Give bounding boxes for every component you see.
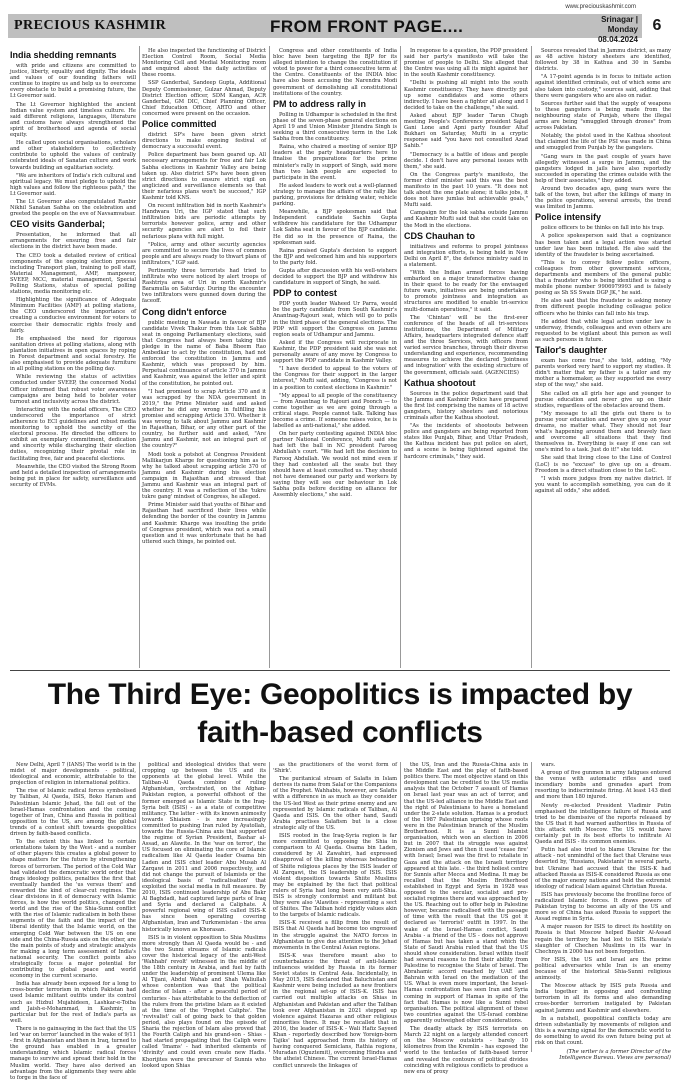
masthead [8, 2, 672, 42]
paragraph: with pride and citizens are committed to justice, liberty, equality and dignity. The ideals and values of our founding fathers will continue to inspire us and help us to overcome every obstacle to build a promising future, the Lt Governor said. [10, 63, 136, 100]
paragraph: Sources further said that the supply of weapons to these gangsters is being made from the neighbouring state of Punjab, where the illegal arms are being "smuggled through drones" from across Pakistan. [535, 100, 671, 132]
paragraph: New Delhi, April 7 (IANS) The world is in the midst of major developments - political, ideological and economic, attributable to the projection of religion in international politics. [10, 762, 136, 787]
section-title: FROM FRONT PAGE.... [270, 17, 464, 36]
paragraph: ISIS rooted in the Iraq-Syria region is far more committed to opposing the Shia in comparison to Al Qaeda. Osama bin Laden, considered by Al Zawahiri, had expressed disapproval of the killing whereas beheading of Shiite religious places by the ISIS leader of Al Zarqawi, the IS leadership of ISIS. ISIS violent disposition towards Shiite Muslims may be explained by the fact that political rulers of Syria had long been very anti-Shia. ISIS is strongly conformist and militant but they were also 'Alawites - representing a sect of Shiites. The Taliban hold rigidly values akin to the targets of Islamic radicals. [273, 833, 397, 919]
article-column-5 [535, 762, 672, 1062]
paragraph: Interacting with the nodal officers, The CEO underscored the importance of strict adherence to ECI guidelines and robust media monitoring to uphold the sanctity of the electoral process. He directed the officers to exhibit an exemplary commitment, dedication and sincerity while discharging their election duties, recognizing their pivotal role in facilitating free, fair and peaceful elections. [10, 406, 136, 462]
story-heading: PM to address rally in [273, 98, 367, 109]
paragraph: ISIS-K was therefore meant also to counterbalance the threat of anti-Islamic influences wielded by Russia in its former Soviet states in Central Asia. Incidentally, in May 2015, ISIS declared that Baluchistan and Kashmir were being included as new frontiers in the regional set-up of ISIS-K. ISIS has carried out multiple attacks on Shias in Afghanistan and Pakistan and after the Taliban took over Afghanistan in 2021 stepped up violence against Hazaras and other religious minorities there. It may be recalled that in 2016, the leader of ISIS-K - Wali Hafiz Sayeed Khan - reportedly described how 'foreign-born Tajiks' had approached from its history of having conquered Semiclans, Rathia regions, Muradan (Oguztemit), overcoming Hindus and the atheist Chinese. The current Israel-Hamas conflict unravels the linkages of [273, 952, 397, 1069]
paragraph: On the Congress party's manifesto, the former chief minister said this was the best manifesto in the past 10 years. "It does not talk about the one plate alone; it talks jobs, it does not have jumlas but achievable goals," Mufti said. [404, 171, 528, 209]
paragraph: "My message to all the girls out there is to pursue your education and never give up on your dreams, no matter what. They should not fear what's happening around them and bravely face and overcome all situations that they find themselves in. Everything is easy if one can set one's mind to a task. Just do it!" she told. [535, 410, 671, 454]
paragraph: public meeting in Nawada in favour of BJP candidate Vivek Thakur from this Lok Sabha seat in ongoing Parliamentary elections, said that Congress had always been taking this pledge in the name of Baba Bheem Rao Ambedkar to act by the constitution, had not enforced the constitution in Jammu and Kashmir, which was proposed by him. Perpetual continuance of article 370 in Jammu and Kashmir, was against the letter and spirit of the constitution, he pointed out. [142, 319, 266, 387]
column-divider [269, 46, 270, 668]
article-column-3 [273, 762, 397, 1069]
story-heading: Tailor's daughter [535, 345, 607, 356]
paragraph: "Delhi is pushing all might into the south Kashmir constituency. They have directly put up some candidates and some others indirectly. I have been a fighter all along and I decided to take on the challenge," she said. [404, 80, 528, 111]
column-divider [400, 46, 401, 668]
paragraph: Notably, the pistol used in the Kathua shootout that claimed the life of the PSI was made in China and smuggled from Punjab by the gangsters. [535, 133, 671, 152]
column-3 [273, 48, 397, 668]
paragraph: The deadly attack by ISIS terrorists on March 22 night on a largely attended concert on the Moscow outskirts - barely 10 kilometres from the Kremlin - has exposed the world to the tentacles of faith-based terror and revealed the contours of political divides coinciding with religious conflicts to produce a new era of proxy [404, 1026, 528, 1075]
paragraph: She called on all girls her age and younger to pursue education and never give up on their studies, regardless of the obstacles around them. [535, 390, 671, 409]
paragraph: Highlighting the significance of Adequate Minimum Facilities (AMF) at polling stations, the CEO underscored the importance of creating a conducive environment for voters to exercise their democratic rights freely and fairly. [10, 297, 136, 334]
column-divider [531, 46, 532, 668]
story-heading: CEO visits Ganderbal; [10, 219, 106, 230]
paragraph: the US, Iran and the Russia-China axis in the Middle East and the play of faith-based politics there. The most objective stand on this development can be credited to the US media analysis that the October 7 assault of Hamas on Israel last year was an act of terror, and that the US-led alliance in the Middle East and the right of Palestinians to have a homeland under the 2-state solution. Hamas is a product of the 1987 Palestinian uprising whose roots were in the Palestinian branch of the Muslim Brotherhood. It is a Sunni Islamist organisation, which won an election in 2006 but in 2007 that its struggle was against Zionism and Jews and then it used 'cease fire' with Israel; Israel was the first to retaliate in Gaza and the attack on the Israeli territory appeared at this late. - the third holiest centre for Sunnis after Mecca and Medina. It may be recalled that the Muslim Brotherhood established in Egypt and Syria in 1928 was opposed to the secular, socialist and pro-socialist regimes there and was approached by the US. Reaching out to offer help in Palestine however, became radicalised with the passage of time with the result that the US got it declared as 'terrorist' outfit in 1997. In the wake of the Israel-Hamas conflict, Saudi Arabia - a friend of the US - does not approve of Hamas but has taken a stand which the State of Saudi Arabia ruled that that the US should show consideration. Israel within itself had several reasons to find their ability from Palestine to recognise the State of Israel. The Abrahamic accord reached by UAE and Bahrain with Israel on the mediation of the US. What is even more important, the Israel-Hamas confrontation has seen Iran and Syria coming in support of Hamas in spite of the fact that Hamas is now like a Sunni rebel organisation. The political alignment of these two countries against the US-Israel combine apparently outweighed other considerations. [404, 762, 528, 1024]
paragraph: While reviewing the status of activities conducted under SVEEP, the concerned Nodal Officer informed that robust voter awareness campaigns are being held to bolster voter turnout and inclusivity across the district. [10, 374, 136, 405]
section-divider [10, 670, 670, 671]
story-heading: PDP to contest [273, 288, 337, 299]
paragraph: Gupta after discussion with his well-wishers decided to support the BJP and withdrew his candidature in support of Singh, he said. [273, 268, 397, 287]
paragraph: Asked about BJP leader Tarun Chugh meeting People's Conference president Sajad Gani Lone and Apni party founder Altaf Bukhari on Saturday, Mufti in a cryptic response said "you have not consulted Azad Sahib." [404, 112, 528, 150]
paragraph: "Gang wars in the past couple of years have allegedly witnessed a surge in Jammu, and the gangsters lodged in jails have also reportedly succeeded in operating the crimes outside with the help of their associates," they added. [535, 153, 671, 184]
paragraph: Meanwhile, the CEO visited the Strong Room and held a detailed inspection of arrangements being put in place for safety, surveillance and security of EVMs. [10, 463, 136, 488]
paragraph: Prime Minister said that youths of Bihar and Rajasthan had sacrificed their lives while defending the border of the country in Jammu and Kashmir. Kharge was insulting the pride of Congress president, which was not a small question and it was unfortunate that he had uttered such things, he pointed out. [142, 502, 266, 545]
column-1 [10, 48, 136, 668]
paragraph: ISIS is in violent opposition to Shia Muslims more strongly than Al Qaeda would be - and the two Sunni streams of Islamic radicals cover the historical legacy of the anti-West 'Wahhabi' revolt' witnessed in the middle of the 18th century in Arabia, and fuel by faith under the leadership of prominent Ulema like Al Tijani, Abdul Wahab and Shah Waliullah whose contention was that the political decline of Islam - after a peaceful period of centuries - has attributable to the deflection of the rulers from the pristine Islam as it existed at the time of the 'Prophet Caliphs'. The 'revivalist' call of going back to that golden period, also plays found on the episode of Sharia the rejection of Islam also proved that the Fourth Caliph and his grand-son - Shias - had started propagating that the Caliph were called 'Imams' - had inherited elements of 'divinity' and could even create new Hadis. Khorijites were the precursor of Sunnis who looked upon Shias [142, 934, 266, 1069]
paragraph: He asked leaders to work out a well-planned strategy to manage the affairs of the rally like parking, provisions for drinking water, vehicle parking. [273, 182, 397, 208]
paragraph: "We are inheritors of India's rich cultural and spiritual legacy. We must pledge to uphold the high values and follow the righteous path," the Lt Governor said. [10, 172, 136, 197]
paragraph: Campaign for the lok sabha outside Jammu and Kashmir Mufti said that she could take on the Modi in the elections. [404, 210, 528, 229]
paragraph: initiatives and reforms to propel jointness and integration efforts, is being held in New Delhi on April 8", the defence ministry said in a statement. [404, 243, 528, 268]
column-5 [535, 48, 671, 668]
paragraph: In response to a question, the PDP president said her party's manifesto will take the promise of people to Delhi. She alleged that the Centre was using all its might against her in the south Kashmir constituency. [404, 48, 528, 79]
date-block [578, 15, 638, 45]
paragraph: Putin had also tried to blame Ukraine for the attack - not unmindful of the fact that Ukraine was deserted by, 'Russians, Pakistanis' in several parts, but Ukraine had accused that the ISIS-K had attacked Russia as ISIS-K considered Russia as one of the major enemy nations and held the extremist ideology of radical Islam against Christian Russia. [535, 847, 672, 890]
paragraph: A group of five gunmen in army fatigues entered the venue with automatic rifles and used incendiary bombs and grenades apart from resorting to indiscriminate firing. At least 143 died and more than 180 injured. [535, 770, 671, 801]
paragraph: To the extent this has linked to certain orientations taken by the West - and a number of other players this creates a global power to shape matters for the future by strengthening forces of terrorism. The period of the Cold War had validated the democratic world order that drags ideology politics, penalties the first that eventually handed the 'us versus them' and rewarded the kind of clear-cut regimes. The clear divisions in it of democracy with Islamic forces, is how the world politics, changed the world and the rise of the Shia-Sunni conflict with the rise of Islamic radicalism in both these segments of the faith and the impact of the liberal identity that the Islamic world, on the emerging Cold War between the US on one side and the China-Russia axis on the other, are the main points of study and strategic analysis for making a long term assessment of India's national security. The conflict points also strategically focus a major potential for contributing to global peace and world economy in the current scenario. [10, 839, 136, 980]
story-heading: Police committed [142, 119, 217, 130]
website-url: www.preciouskashmir.com [565, 4, 636, 10]
paragraph: district SP's have been given strict directions to make ongoing festival of democracy a successful event. [142, 132, 266, 151]
paragraph: The Moscow attack by ISIS puts Russia and India together in opposing and confronting terrorism in all its forms and also demanding cross-border terrorism instigated by Pakistan against Jammu and Kashmir and elsewhere. [535, 983, 671, 1014]
paragraph: as the practitioners of the worst form of 'Shirk'. [273, 762, 397, 775]
paragraph: "My appeal to all people of the constituency — from Anantnag to Rajouri and Poonch — to come together as we are going through a critical stage. People cannot talk. Talking has become a crime. If someone raises voice, he is labelled as anti-national," she added. [273, 392, 397, 430]
issue-date: 08.04.2024 [597, 35, 638, 44]
paragraph: There is no gainsaying in the fact that the US led 'war on terror' launched in the wake of 9/11 - first in Afghanistan and then in Iraq, turned to the ground has enabled in a greater understanding which Islamic radical forces manage to survive and spread their hold in the Muslim world. They have also derived an advantage from the alignments they were able to forge in the face of [10, 1025, 136, 1081]
article-column-2 [142, 762, 266, 1069]
paragraph: Polling in Udhampur is scheduled in the first phase of the seven-phase general elections on April 19 and Union Minister Jitendra Singh is seeking a third consecutive term in the Lok Sabha from the constituency. [273, 111, 397, 143]
paragraph: ISIS-K received a fillip from the result of ISIS that Al Qaeda had become too engrossed in the struggle against the NATO forces in Afghanistan to give due attention to the Jehad movements in the Central Asian regions. [273, 920, 397, 951]
column-divider [400, 762, 401, 1052]
paragraph: "This is to convey fellow police officers, colleagues from other government services, departments and members of the general public that a fraudster who is being identified is using a mobile phone number 9906979993 and is falsely posing as Sh SS Swain DGP JK," he said. [535, 259, 671, 297]
paragraph: He also inspected the functioning of District Election Control Room, Social Media Monitoring Cell and Medial Monitoring room and enquired about the daily activities of these rooms. [142, 48, 266, 79]
paragraph: A major reason for ISIS to direct its hostility on Russia is that Moscow helped Bashir Al-Assad regain the territory he had lost to ISIS. Russia's slaughter of Chechen Muslims in its war in Chechnya in 2000 has not been forgotten. [535, 924, 671, 955]
paragraph: "I have decided to appeal to the voters of the Congress for their support in the larger interest," Mufti said, adding, "Congress is not in a position to contest elections in Kashmir." [273, 366, 397, 391]
paragraph: He added that while legal action under law is underway, friends, colleagues and even others are requested to be vigilant about this person as well as such persons in future. [535, 318, 671, 343]
paragraph: ISIS has previously become the frontline force of radicalized Islamic forces. It draws powers of Pakistan trying to become an ally of the US and more so of China has asked Russia to support the Assad regime in Syria. [535, 891, 671, 923]
paragraph: "A 17-point agenda is in focus to initiate action against identified criminals, out of which some are also taken into custody," sources said, adding that there were gangsters who are also on radar. [535, 74, 671, 99]
paragraph: He emphasised the need for rigorous sanitation drives at polling stations, along with plantation initiatives in open spaces by roping in Forest department and social forestry. He also emphasised to provide adequate furniture in all polling stations on the polling day. [10, 335, 136, 373]
paragraph: Modi took a potshot at Congress President Mallikarjun Kharge for questioning him as to why he talked about scrapping article 370 of Jammu and Kashmir during his election campaign in Rajasthan and stressed that Jammu and Kashmir was an integral part of the country. It was a reflection of the 'tukre tukre gang' mindset of Congress, he alleged. [142, 451, 266, 501]
paragraph: The rise of Islamic radical forces symbolised by Taliban, Al Qaeda, ISIS, Boko Haram and Palestinian Islamic Jehad, the fall out of the Israel-Hamas confrontation and the coming together of Iran, China and Russia in political opposition to the US, are among the global trends of a contest shift towards geopolitics driven by faith-based conflicts. [10, 788, 136, 838]
paragraph: For ISIS, the US and Israel are the prime political adversaries while Iran is an enemy because of the historical Shia-Sunni religious animosity. [535, 956, 671, 982]
paragraph: police officers to be thinks on fall into his trap. [541, 225, 665, 232]
article-column-4 [404, 762, 528, 1075]
paragraph: He also said that the fraudster is asking money from different people including colleague police officers who he thinks can fall into his trap. [535, 298, 671, 317]
column-divider [139, 762, 140, 1052]
paragraph: SSP Ganderbal, Sandeep Gupta, Additional Deputy Commissioner, Gulzar Ahmad, Deputy District Election officer, SDM Kangan, ACR Ganderbal, GM DIC, Chief Planning Officer, Chief Education Officer, ARTO and other concerned were present on the occasion. [142, 80, 266, 117]
paragraph: wars. [541, 762, 556, 768]
article-column-1 [10, 762, 136, 1081]
story-heading: Cong didn't enforce [142, 306, 227, 317]
paragraph: The CEO took a detailed review of critical components of the ongoing election process including Transport plan, training to poll staff, Material Management, AMF, manpower, SVEEP, MCC, material management, Special Polling Stations, status of special polling stations, media monitoring etc. [10, 252, 136, 296]
paragraph: Raina, who chaired a meeting of senior BJP leaders at the party headquarters here to finalise the preparations for the prime minister's rally in support of Singh, said more than two lakh people are expected to participate in the event. [273, 144, 397, 181]
paragraph: "I had promised to scrap Article 370 and it was scrapped by the NDA government in 2019," the Prime Minister said and asked whether he did any wrong in fulfilling his promise and scrapping Article 370. Whether it was wrong to talk about Jammu and Kashmir in Rajasthan, Bihar, or any other part of the country, he further said and asked, "Are Jammu and Kashmir, not an integral part of the country?" [142, 388, 266, 450]
column-divider [139, 46, 140, 668]
paragraph: Pertinently three terrorists had tried to infiltrate who were noticed by alert troops of Rashtriya area of Uri in north Kashmir's Baramulla on Saturday. During the encounter two infiltrators were gunned down during the faceoff. [142, 268, 266, 305]
column-divider [269, 762, 270, 1052]
page-number: 6 [642, 12, 672, 40]
paragraph: India has already been exposed for a long to cross-border terrorism in which Pakistan had used Islamic militant outfits under its control such as Hizbul Mujahideen, Lashkar-e-Toiba and Jaish-e-Mohammad, in Kashmir, in particular but for the rest of India's parts as well. [10, 981, 136, 1024]
paragraph: exam has come true," she told, adding, "My parents worked very hard to support my studies. It didn't matter that my father is a tailor and my mother a homemaker, as they supported me every step of the way," she said. [535, 358, 671, 389]
story-heading: India shedding remnants [10, 50, 117, 60]
column-divider [531, 762, 532, 1052]
paragraph: Congress and other constituents of India bloc have been targeting the BJP for its alleged intention to change the constitution if voted to power for a third consecutive term at the Centre. Constituents of the INDIA bloc have also been accusing the Narendra Modi government of demolishing all constitutional institutions of the country. [273, 48, 397, 97]
column-4 [404, 48, 528, 668]
column-2 [142, 48, 266, 668]
paragraph: Presentation, he informed that all arrangements for ensuring free and fair elections in the district have been made. [10, 232, 136, 251]
article-headline: The Third Eye: Geopolitics is impacted by faith-based conflicts [47, 678, 633, 749]
paragraph: PDP youth leader Waheed Ur Parra, would be the party candidate from South Kashmir's Anantnag-Rajouri seat, which will go to polls in the third phase of the general elections. The PDP will support the Congress on Jammu region seats of Udhampur and Jammu. [273, 301, 397, 338]
paragraph: The puritanical stream of Salafis in Islam derives its name from Salaf or the Companions of the Prophet. Wahhabis, however, are Salafis with a difference in as much as they consider the US-led West as their prime enemy and are represented by Islamic radicals of Taliban, Al Qaeda and ISIS. On the other hand, Saudi Arabia practises Salafism but is a close strategic ally of the US. [273, 776, 397, 831]
masthead-bar [8, 14, 672, 44]
paragraph: Asked if the Congress will reciprocate in Kashmir, the PDP president said she was not personally aware of any move by Congress to support the PDP candidate in Kashmir Valley. [273, 339, 397, 365]
paragraph: The Lt Governor also congratulated Ranbir Nikhil Sanatan Sabha on the celebration and greeted the people on the eve of Navsamvatsar. [10, 198, 136, 218]
paragraph: "Democracy is a battle of ideas and people decide. I don't have any personal issues with them," she said. [404, 151, 528, 170]
paragraph: On her party contesting against INDIA bloc partner National Conference, Mufti said she had left the ball in NC president Farooq Abdullah's court. "We had left the decision to Farooq Abdullah. We would not mind even if they had contested all the seats but they should have at least consulted us. They should not have demeaned our party and workers by saying they will see our behaviour in Lok Sabha polls before deciding on alliance for Assembly elections," she said. [273, 431, 397, 499]
paragraph: Sources revealed that in Jammu district, as many as 48 active history sheeters are identified, followed by 38 in Kathua and 30 in Samba districts. [535, 48, 671, 73]
paragraph: She said that living close to the Line of Control (LoC) is no "excuse" to give up on a dream. Freedom is a direct situation close to the LoC. [535, 455, 671, 474]
paragraph: Newly re-elected President Vladimir Putin emphasised the intelligence failure of Russia and tried to be dismissive of the reports released by the US that it had warned authorities in Russia of this attack with Moscow. The US would have certainly put in its best efforts to infiltrate Al Qaeda and ISIS - its common enemies. [535, 802, 671, 846]
paragraph: Police department has been geared up. All necessary arrangements for free and fair Lok Sabha elections in Kashmir Valley are being taken up. Also district SP's have been given strict directions to ensure strict vigil on anglicized and surveillance elements so that their nefarious plans won't be succeed," IGP Kashmir told KNS. [142, 152, 266, 201]
story-heading: CDS Chauhan to [404, 230, 475, 241]
paragraph: "As the incidents of shootouts between police and gangsters are being reported from states like Punjab, Bihar, and Uttar Pradesh, the Kathua incident has put police on alert, and a scene is being tightened against the hardcore criminals," they said. [404, 423, 528, 460]
paragraph: The 'Chintan' will be the first-ever conference of the heads of all tri-services institutions, the Department of Military Affairs, headquarters integrated defence staff and the three Services, with officers from varied service branches, through their diverse understanding and experience, recommending measures to achieve the declared 'Jointness and integration' with the existing structure of the government, officials said. (AGENCIES) [404, 314, 528, 376]
paragraph: "I wish more judges from my native district. If you want to accomplish something, you can do it against all odds," she added. [535, 475, 671, 494]
paragraph: Meanwhile, a BJP spokesman said that Independent candidate Sachin Gupta withdrew his candidature for the Udhampur Lok Sabha seat in favour of the BJP candidate. He did so in the presence of Raina, the spokesman said. [273, 209, 397, 246]
author-note: (The writer is a former Director of the Intelligence Bureau. Views are personal) [559, 1049, 671, 1062]
story-heading: Kathua shootout [404, 377, 476, 388]
paragraph: He called upon social organisations, scholars and other stakeholders to collectively contribute to uphold the values of centrally celebrated ideals of Sanatan culture and work towards building an egalitarian society. [10, 140, 136, 171]
city-day: Srinagar | Monday [601, 15, 638, 34]
paragraph: political and ideological divides that were cropping up between the US and its opponents at the global level. While the Taliban-Al Qaeda combine of ruling Afghanistan, orchestrated, on the Afghan-Pakistan region, a powerful offshoot of the former emerged as Islamic State in the Iraq-Syria belt (ISIS) - as a state of competitive militancy. The latter - with its known animosity towards Shiaism - is now increasingly committed to pushing Iran ruled by Ayatollah, towards the Russia-China axis that supported the regime of Syrian President, Bashar al-Assad, an Alawite. In the 'war on terror', the US focused on eliminating the core of Islamic radicalism like Al Qaeda leader Osama bin Laden and ISIS chief leader Abu Musab Al Zarqawi in 2011 and 2006 respectively, and did not change the pursuit of Islamists or the ideological basis of 'radicalisation' that exploited the social media in full measure. By 2010, ISIS continued leadership of Abu Bakr Al Baghdadi, had captured large parts of Iraq and Syria and declared a Caliphate. A powerful regional wing of ISIS called ISIS-K has since been operating covering Afghanistan, Iran and Turkmenistan - the area historically known as Khorasan. [142, 762, 266, 933]
paragraph: "Police, army and other security agencies are committed to secure the lives of common people and are always ready to thwart plans of infiltrators," IGP said. [142, 241, 266, 266]
paper-name: PRECIOUS KASHMIR [14, 18, 167, 33]
paragraph: Around two decades ago, gang wars were the talk of the town, but after the killings of many in the police operations, several arrests, the trend was limited in Jammu. [535, 185, 671, 211]
paragraph: The Lt Governor highlighted the ancient Indian value system and timeless culture. He said different religions, languages, literature and customs have always strengthened the spirit of brotherhood and agenda of social equity. [10, 101, 136, 139]
paragraph: On recent infiltration bid in north Kashmir's Handwara Uri, the IGP stated that such infiltration bids are periodic attempts by terrorists however police, army and other security agencies are alert to foil their nefarious plans with full might. [142, 203, 266, 240]
paragraph: "With the Indian armed forces having embarked on a major transformative change in their quest to be ready for the envisaged future wars, initiatives are being undertaken to promote jointness and integration as structures are modified to enable tri-service multi-domain operations," it said. [404, 270, 528, 313]
paragraph: Raina praised Gupta's decision to support the BJP and welcomed him and his supporters to the party fold. [273, 247, 397, 266]
paragraph: Sources in the police department said that the Jammu and Kashmir Police have prepared the first list comprising the names of 18 active gangsters, history sheeters and notorious criminals after the Kathua shootout. [404, 390, 528, 421]
paragraph: A police spokesperson said that a cognizance has been taken and a legal action was started under law has been initiated. He also said the identity of the fraudster is being ascertained. [535, 233, 671, 258]
story-heading: Police intensify [535, 212, 602, 223]
paragraph: In a nutshell, geopolitical conflicts today are driven substantially by movements of religion and this is a warning signal for the democratic world to do something to avoid its own future being put at risk on that count. [535, 1015, 671, 1047]
